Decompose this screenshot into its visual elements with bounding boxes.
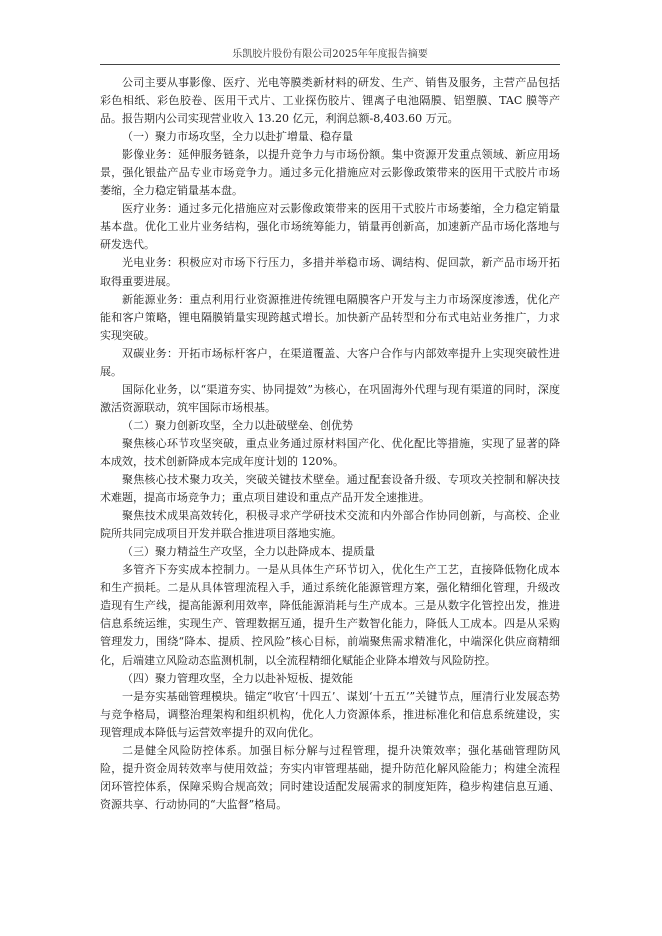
section-3-heading: （三）聚力精益生产攻坚，全力以赴降成本、提质量 [122, 545, 375, 559]
international-business-paragraph: 国际化业务，以“渠道夯实、协同提效”为核心，在巩固海外代理与现有渠道的同时，深度激活资源联动，筑牢国际市场根基。 [100, 382, 560, 414]
innovation-paragraph-2: 聚焦核心技术聚力攻关，突破关键技术壁垒。通过配套设备升级、专项攻关控制和解决技术难题，提高市场竞争力；重点项目建设和重点产品开发全速推进。 [100, 473, 560, 505]
innovation-paragraph-1: 聚焦核心环节攻坚突破，重点业务通过原材料国产化、优化配比等措施，实现了显著的降本成效，技术创新降成本完成年度计划的 120%。 [100, 436, 560, 468]
report-header-title: 乐凯胶片股份有限公司2025年年度报告摘要 [232, 49, 428, 60]
medical-business-paragraph: 医疗业务：通过多元化措施应对云影像政策带来的医用干式胶片市场萎缩，全力稳定销量基本盘。优化工业片业务结构，强化市场统筹能力，销量再创新高，加速新产品市场化落地与研发迭代。 [100, 202, 560, 252]
header-divider [100, 64, 560, 65]
optical-business-paragraph: 光电业务：积极应对市场下行压力，多措并举稳市场、调结构、促回款，新产品市场开拓取得重要进展。 [100, 256, 560, 288]
imaging-business-paragraph: 影像业务：延伸服务链条，以提升竞争力与市场份额。集中资源开发重点领域、新应用场景，强化银盐产品专业市场竞争力。通过多元化措施应对云影像政策带来的医用干式胶片市场萎缩，全力稳定销量基本盘。 [100, 148, 560, 198]
management-paragraph-2: 二是健全风险防控体系。加强目标分解与过程管理，提升决策效率；强化基础管理防风险，提升资金周转效率与使用效益；夯实内审管理基础，提升防范化解风险能力；构建全流程闭环管控体系，保障采购合规高效；同时建设适配发展需求的制度矩阵，稳步构建信息互通、资源共享、行动协同的“大监督”格局。 [100, 743, 560, 811]
report-body [100, 74, 560, 814]
section-2-heading: （二）聚力创新攻坚，全力以赴破壁垒、创优势 [122, 418, 353, 432]
section-1-heading: （一）聚力市场攻坚，全力以赴扩增量、稳存量 [122, 130, 353, 144]
intro-paragraph: 公司主要从事影像、医疗、光电等膜类新材料的研发、生产、销售及服务，主营产品包括彩色相纸、彩色胶卷、医用干式片、工业探伤胶片、锂离子电池隔膜、铝塑膜、TAC 膜等产品。报告期内公司实现营业收入 13.20 亿元，利润总额-8,403.60 万元。 [100, 76, 560, 126]
new-energy-business-paragraph: 新能源业务：重点利用行业资源推进传统锂电隔膜客户开发与主力市场深度渗透，优化产能和客户策略，锂电隔膜销量实现跨越式增长。加快新产品转型和分布式电站业务推广，力求实现突破。 [100, 292, 560, 342]
dual-carbon-business-paragraph: 双碳业务：开拓市场标杆客户，在渠道覆盖、大客户合作与内部效率提升上实现突破性进展。 [100, 346, 560, 378]
innovation-paragraph-3: 聚焦技术成果高效转化，积极寻求产学研技术交流和内外部合作协同创新，与高校、企业院所共同完成项目开发并联合推进项目落地实施。 [100, 509, 560, 541]
lean-production-paragraph: 多管齐下夯实成本控制力。一是从具体生产环节切入，优化生产工艺，直接降低物化成本和生产损耗。二是从具体管理流程入手，通过系统化能源管理方案，强化精细化管理，升级改造现有生产线，提高能源利用效率，降低能源消耗与生产成本。三是从数字化管控出发，推进信息系统运维，实现生产、管理数据互通，提升生产数智化能力，降低人工成本。四是从采购管理发力，围绕“降本、提质、控风险”核心目标，前端聚焦需求精准化，中端深化供应商精细化，后端建立风险动态监测机制，以全流程精细化赋能企业降本增效与风险防控。 [100, 563, 560, 667]
section-4-heading: （四）聚力管理攻坚，全力以赴补短板、提效能 [122, 671, 353, 685]
management-paragraph-1: 一是夯实基础管理模块。锚定“收官‘十四五’、谋划‘十五五’”关键节点，厘清行业发展态势与竞争格局，调整治理架构和组织机构，优化人力资源体系，推进标准化和信息系统建设，实现管理成本降低与运营效率提升的双向优化。 [100, 689, 560, 739]
